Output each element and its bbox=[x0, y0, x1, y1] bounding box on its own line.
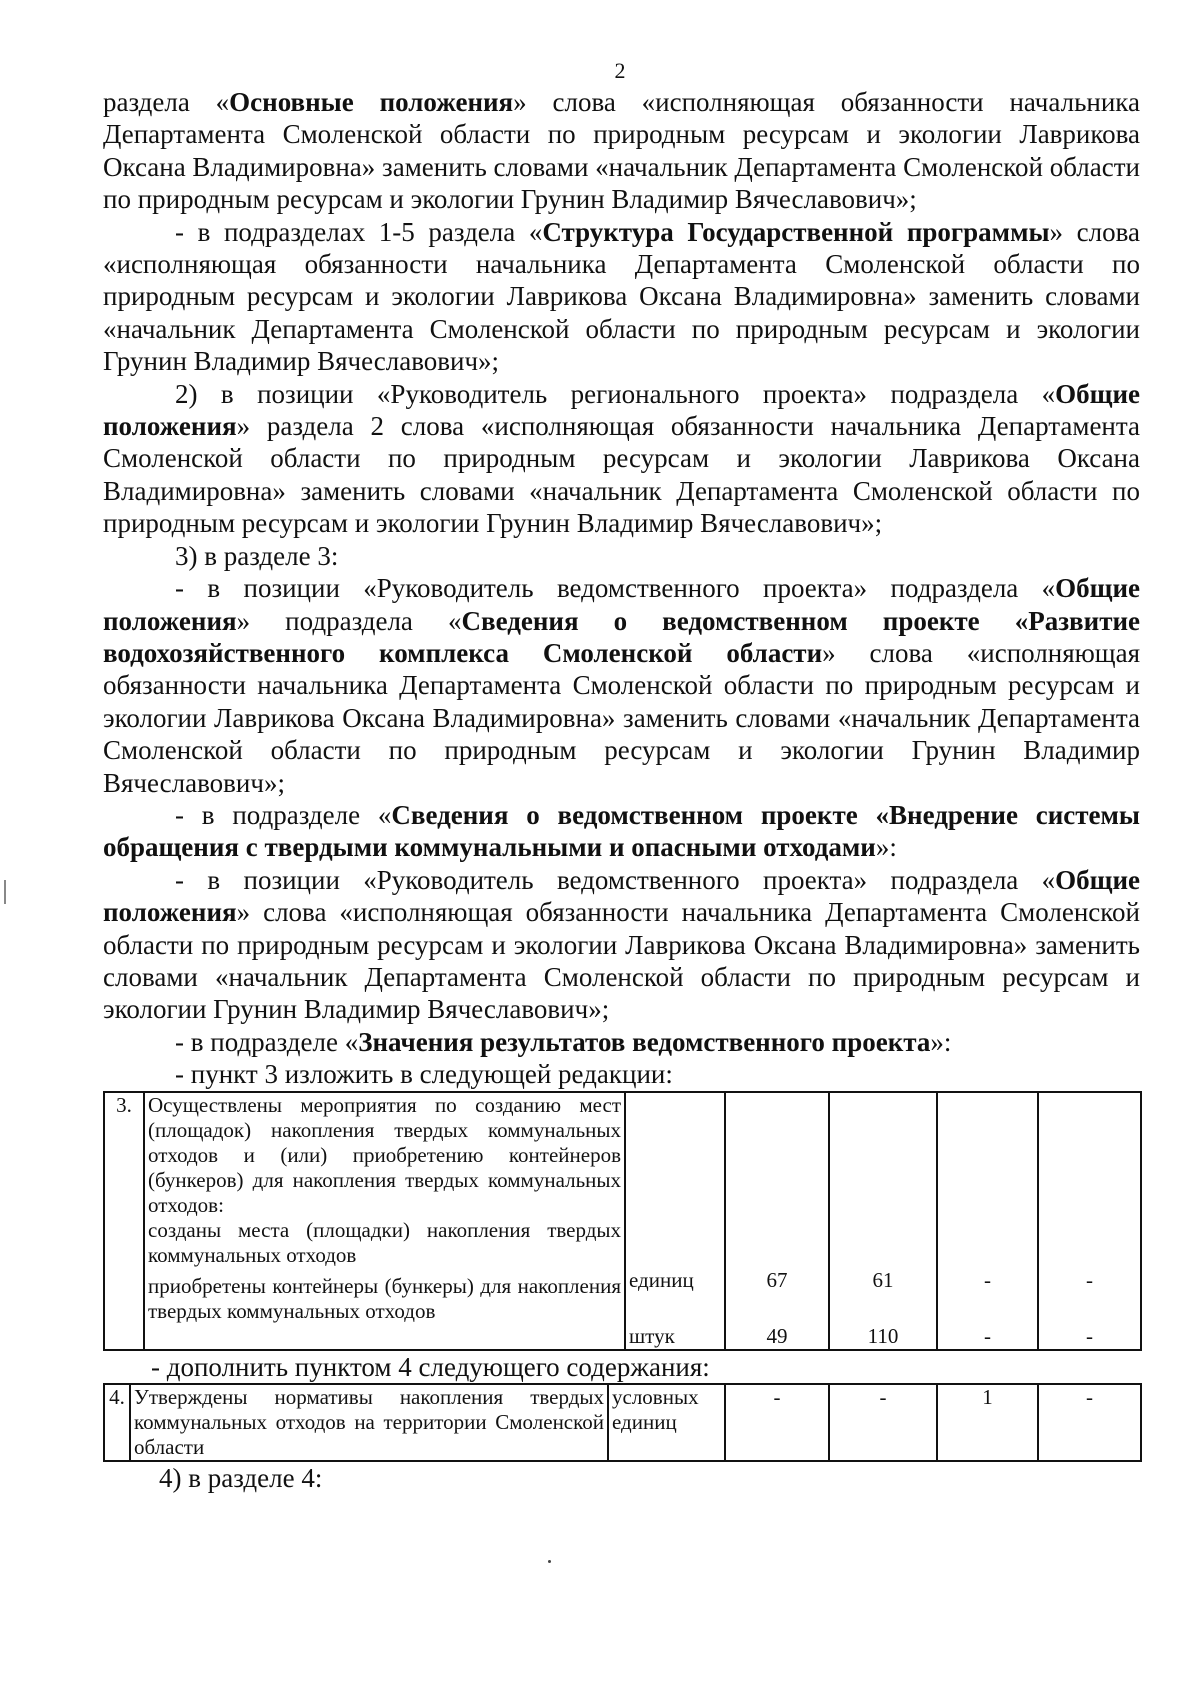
paragraph: 3) в разделе 3: bbox=[175, 540, 339, 571]
unit-cell: условных единиц bbox=[608, 1384, 725, 1461]
value-cell: - bbox=[984, 1267, 991, 1292]
document-body bbox=[103, 86, 1140, 1494]
value-cell: 67 bbox=[766, 1267, 788, 1292]
paragraph: - в подразделах 1-5 раздела «Структура Государственной программы» слова «исполняющая обязанности начальника Департамента Смоленской области по природным ресурсам и экологии Лаврикова Оксана Владимировна» заменить словами «начальник Департамента Смоленской области по природным ресурсам и экологии Грунин Владимир Вячеславович»; bbox=[103, 216, 1140, 377]
scan-dot bbox=[548, 1560, 551, 1563]
sub-item-description: приобретены контейнеры (бункеры) для накопления твердых коммунальных отходов bbox=[148, 1273, 621, 1323]
value-column-4 bbox=[1038, 1092, 1141, 1350]
value-column-3 bbox=[937, 1092, 1038, 1350]
value-cell: - bbox=[725, 1384, 829, 1461]
paragraph: раздела «Основные положения» слова «исполняющая обязанности начальника Департамента Смоленской области по природным ресурсам и экологии Лаврикова Оксана Владимировна» заменить словами «начальник Департамента Смоленской области по природным ресурсам и экологии Грунин Владимир Вячеславович»; bbox=[103, 87, 1140, 215]
value-cell: - bbox=[829, 1384, 937, 1461]
item-number: 4. bbox=[104, 1384, 130, 1461]
sub-item-description: созданы места (площадки) накопления твердых коммунальных отходов bbox=[148, 1217, 621, 1267]
table-row bbox=[104, 1384, 1141, 1461]
value-cell: - bbox=[1086, 1267, 1093, 1292]
results-table-item-3 bbox=[103, 1091, 1142, 1351]
paragraph: 2) в позиции «Руководитель регионального проекта» подраздела «Общие положения» раздела 2 слова «исполняющая обязанности начальника Департамента Смоленской области по природным ресурсам и экологии Лаврикова Оксана Владимировна» заменить словами «начальник Департамента Смоленской области по природным ресурсам и экологии Грунин Владимир Вячеславович»; bbox=[103, 378, 1140, 539]
value-cell: - bbox=[984, 1323, 991, 1348]
paragraph: - в подразделе «Сведения о ведомственном проекте «Внедрение системы обращения с твердыми коммунальными и опасными отходами»: bbox=[103, 799, 1140, 863]
value-cell: - bbox=[1086, 1323, 1093, 1348]
margin-mark bbox=[4, 880, 6, 904]
value-cell: 61 bbox=[872, 1267, 894, 1292]
paragraph: - пункт 3 изложить в следующей редакции: bbox=[175, 1059, 673, 1090]
value-column-1 bbox=[725, 1092, 829, 1350]
value-cell: 49 bbox=[766, 1323, 788, 1348]
value-cell: 1 bbox=[937, 1384, 1038, 1461]
unit-cell: единиц bbox=[629, 1267, 694, 1292]
item-description: Осуществлены мероприятия по созданию мест (площадок) накопления твердых коммунальных отходов и (или) приобретению контейнеров (бункеров) для накопления твердых коммунальных отходов: созданы места (площадки) накопления твердых коммунальных отходов приобретены контейнеры (бункеры) для накопления твердых коммунальных отходов bbox=[144, 1092, 625, 1350]
unit-column bbox=[625, 1092, 725, 1350]
value-cell: 110 bbox=[867, 1323, 899, 1348]
unit-cell: штук bbox=[629, 1323, 675, 1348]
paragraph: - в позиции «Руководитель ведомственного проекта» подраздела «Общие положения» слова «исполняющая обязанности начальника Департамента Смоленской области по природным ресурсам и экологии Лаврикова Оксана Владимировна» заменить словами «начальник Департамента Смоленской области по природным ресурсам и экологии Грунин Владимир Вячеславович»; bbox=[103, 864, 1140, 1025]
item-number: 3. bbox=[104, 1092, 144, 1350]
paragraph: 4) в разделе 4: bbox=[159, 1463, 323, 1493]
value-column-2 bbox=[829, 1092, 937, 1350]
value-cell: - bbox=[1038, 1384, 1141, 1461]
item-description: Утверждены нормативы накопления твердых коммунальных отходов на территории Смоленской области bbox=[130, 1384, 608, 1461]
table-row bbox=[104, 1092, 1141, 1350]
results-table-item-4 bbox=[103, 1383, 1142, 1462]
page-number: 2 bbox=[614, 58, 626, 83]
paragraph: - в подразделе «Значения результатов ведомственного проекта»: bbox=[175, 1026, 952, 1057]
paragraph: - дополнить пунктом 4 следующего содержания: bbox=[151, 1351, 710, 1382]
paragraph: - в позиции «Руководитель ведомственного проекта» подраздела «Общие положения» подраздела «Сведения о ведомственном проекте «Развитие водохозяйственного комплекса Смоленской области» слова «исполняющая обязанности начальника Департамента Смоленской области по природным ресурсам и экологии Лаврикова Оксана Владимировна» заменить словами «начальник Департамента Смоленской области по природным ресурсам и экологии Грунин Владимир Вячеславович»; bbox=[103, 573, 1140, 798]
